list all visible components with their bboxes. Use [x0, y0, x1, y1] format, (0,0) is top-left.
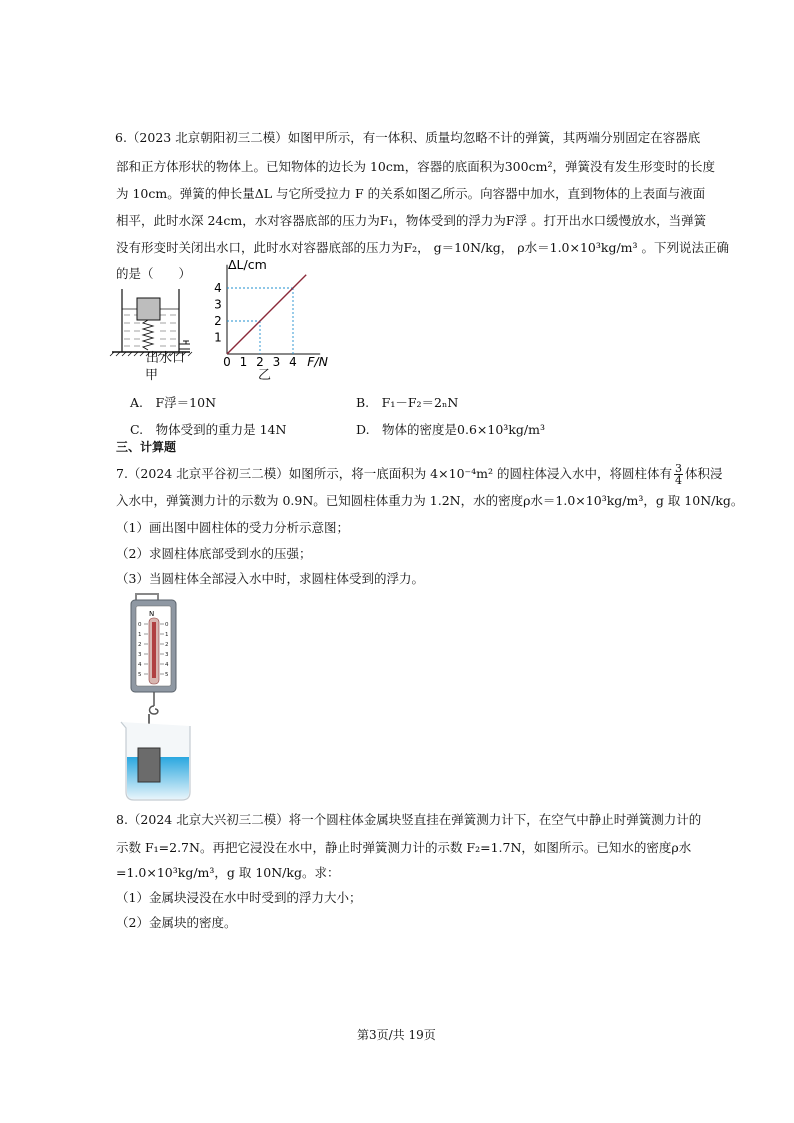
outlet-label: 出水口 [146, 351, 186, 366]
q6-line-2: 部和正方体形状的物体上。已知物体的边长为 10cm，容器的底面积为300cm²，弹簧没有发生形变时的长度 [116, 159, 715, 174]
y-tick-label: 3 [214, 297, 222, 312]
scale-num-5-left: 5 [138, 672, 142, 678]
q6-line-4: 相平，此时水深 24cm，水对容器底部的压力为F₁，物体受到的浮力为F浮 。打开出水口缓慢放水，当弹簧 [116, 213, 707, 228]
x-tick-label: 3 [272, 355, 281, 369]
x-tick-label: 4 [289, 355, 297, 369]
y-tick-label: 1 [214, 330, 222, 345]
y-axis-label: ΔL/cm [228, 257, 267, 272]
option-a: A. F浮＝10N [130, 395, 217, 410]
q8-part-1: （1）金属块浸没在水中时受到的浮力大小； [116, 890, 362, 905]
scale-num-0-right: 0 [165, 622, 169, 628]
x-tick-label: 1 [239, 355, 248, 369]
x-axis-label: F/N [307, 354, 328, 369]
q6-line-3: 为 10cm。弹簧的伸长量ΔL 与它所受拉力 F 的关系如图乙所示。向容器中加水，直到物体的上表面与液面 [116, 186, 706, 201]
scale-num-5-right: 5 [165, 672, 169, 678]
q8-line-2: 示数 F₁=2.7N。再把它浸没在水中，静止时弹簧测力计的示数 F₂=1.7N，如图所示。已知水的密度ρ水 [116, 840, 692, 855]
q7-part-1: （1）画出图中圆柱体的受力分析示意图； [116, 520, 349, 535]
q7-line-1 [116, 463, 722, 486]
q8-line-1: 8.（2024 北京大兴初三二模）将一个圆柱体金属块竖直挂在弹簧测力计下，在空气中静止时弹簧测力计的 [116, 812, 702, 827]
scale-num-3-left: 3 [138, 652, 142, 658]
q7-part-2: （2）求圆柱体底部受到水的压强； [116, 546, 312, 561]
q7-part-3: （3）当圆柱体全部浸入水中时，求圆柱体受到的浮力。 [116, 571, 424, 586]
scale-num-0-left: 0 [138, 622, 142, 628]
page-number: 第3页/共 19页 [357, 1028, 436, 1042]
scale-unit: N [149, 610, 155, 618]
q6-line-6: 的是（ ） [116, 266, 192, 281]
y-tick-label: 2 [214, 314, 222, 328]
scale-num-2-left: 2 [138, 642, 142, 648]
q8-line-3: =1.0×10³kg/m³，g 取 10N/kg。求： [116, 865, 340, 880]
q7-fraction-den: 4 [674, 474, 682, 487]
scale-num-1-right: 1 [165, 632, 169, 638]
figure-yi-chart [205, 250, 345, 370]
q6-line-5: 没有形变时关闭出水口，此时水对容器底部的压力为F₂， g＝10N/kg， ρ水＝1.0×10³kg/m³ 。下列说法正确 [116, 240, 730, 255]
option-c: C. 物体受到的重力是 14N [130, 422, 287, 437]
scale-num-2-right: 2 [165, 642, 169, 648]
option-b: B. F₁－F₂＝2ₙN [356, 395, 459, 410]
option-d: D. 物体的密度是0.6×10³kg/m³ [356, 422, 545, 437]
scale-num-1-left: 1 [138, 632, 142, 638]
q8-part-2: （2）金属块的密度。 [116, 915, 237, 930]
q7-line-1b: 体积浸 [684, 466, 723, 481]
series-line-0 [227, 275, 306, 354]
figure-yi-label: 乙 [258, 368, 272, 383]
section-title: 三、计算题 [116, 440, 177, 454]
figure-jia-label: 甲 [145, 368, 159, 383]
q7-fraction [674, 463, 683, 486]
q7-fraction-num: 3 [674, 462, 682, 475]
scale-num-4-left: 4 [138, 662, 142, 668]
q7-line-1a: 7.（2024 北京平谷初三二模）如图所示，将一底面积为 4×10⁻⁴m² 的圆柱体浸入水中，将圆柱体有 [116, 466, 672, 481]
x-tick-label: 2 [256, 355, 264, 369]
q7-line-2: 入水中，弹簧测力计的示数为 0.9N。已知圆柱体重力为 1.2N，水的密度ρ水＝1.0×10³kg/m³，g 取 10N/kg。 [116, 493, 744, 508]
scale-num-4-right: 4 [165, 662, 169, 668]
scale-num-3-right: 3 [165, 652, 169, 658]
x-tick-label: 0 [223, 355, 231, 369]
y-tick-label: 4 [214, 281, 222, 295]
q6-line-1: 6.（2023 北京朝阳初三二模）如图甲所示，有一体积、质量均忽略不计的弹簧，其两端分别固定在容器底 [115, 130, 701, 145]
spring-scale-figure [118, 592, 198, 807]
figure-jia-container [110, 285, 220, 385]
